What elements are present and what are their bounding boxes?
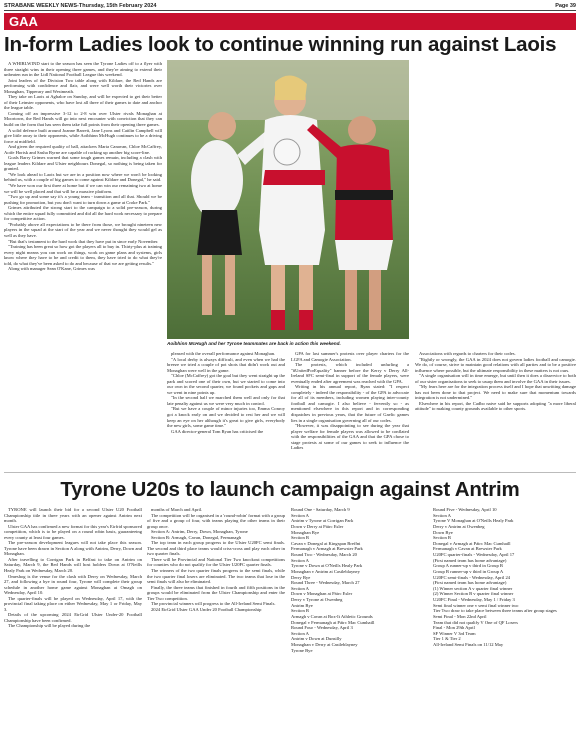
fixture-line: U20FC quarter-finals - Wednesday, April 17 [433, 552, 515, 557]
paragraph: "We have won our first three at home but if we can win our remaining two at home we will be well placed and that will be a massive platform. [4, 183, 162, 194]
article2-column-2 [147, 507, 285, 735]
paragraph: "Rightly or wrongly, the GAA in 2024 does not govern ladies football and camogie. We do, of course, strive to maintain good relations with all parties and to be a positive influence where possible, but the ultimate responsibility in these matters is not ours. [415, 356, 576, 373]
fixture-line: Derry v Antrim at Owenbeg [433, 523, 485, 529]
paragraph: "However, it was disappointing to see during the year that player welfare for female players was allowed to be conflated with the responsibilities of the GAA and that the GPA chose to stage protests at some of our games to seek to influence the Ladies [291, 423, 409, 451]
fixture-line: Group A runner-up v third in Group B [433, 563, 503, 569]
fixture-line: Down Bye [433, 529, 453, 535]
fixture-line: Tyrone v Down at O'Neills Healy Park [291, 563, 363, 569]
masthead-title: STRABANE WEEKLY NEWS-Thursday, 15th February 2024 [4, 3, 157, 9]
paragraph: The provincial winners will progress to the All-Ireland Semi Finals. [151, 601, 276, 607]
article1-column-4 [415, 351, 576, 471]
fixture-line: Section A [291, 557, 309, 563]
fixture-line: Antrim v Tyrone at Corrigan Park [291, 518, 354, 524]
fixture-line: Cavan v Donegal at Kingspan Breffni [291, 540, 361, 546]
fixture-line: Tyrone Bye [291, 647, 313, 653]
fixture-line: Fermanagh v Armagh at Brewster Park [291, 546, 363, 552]
fixture-line: SF Winner V 3rd Team [433, 630, 476, 636]
paragraph: "Chloe (McCaffrey) got the goal but they went straight up the park and scored one of their own, but we started to come into our own in the second quarter, we found pockets and gaps and we went in nine points up. [167, 373, 285, 395]
paragraph: "But we have a couple of minor injuries too, Emma Conroy got a knock early on and we decided to rest her and we will keep an eye on her although it's great to give girls, everybody the new girls, some game time." [167, 406, 285, 429]
fixture-line: Donegal v Armagh at Páirc Mac Cumhaill [433, 540, 511, 546]
article2-fixtures-column-1 [291, 507, 429, 735]
photo-caption: Aoibhinn McHugh and her Tyrone teammates are back in action this weekend. [167, 341, 341, 346]
fixture-line: Final - Mon 29th April [433, 625, 475, 631]
fixture-line: U20FC Final - Wednesday, May 1 / Friday 3 [433, 597, 515, 602]
fixture-line: Armagh v Cavan at Box-It Athletic Grounds [291, 613, 373, 619]
fixture-line: (First named team has home advantage) [433, 580, 507, 586]
paragraph: "A single organisation will in time emerge, but until then it does a disservice to both of our sister organisations to seek to usurp them and involve the GAA in their issues. [415, 373, 576, 384]
fixture-line: (1) Winner section A v quarter final winner [433, 585, 513, 591]
match-photo-illustration [167, 60, 409, 339]
article1-column-3 [291, 351, 409, 471]
paragraph: After travelling to Corrigan Park in Belfast to take on Antrim on Saturday, March 9, the Red Hands will host holders Down at O'Neills Healy Park on Wednesday, March 20. [4, 556, 142, 574]
paragraph: Grimes attributed the strong start to the campaign to a solid pre-season, during which the entire squad fully committed and did all the hard work necessary to prepare for competitive action. [4, 205, 162, 222]
fixture-line: (First named team has home advantage) [433, 557, 507, 563]
fixture-line: U20FC semi-finals - Wednesday, April 24 [433, 574, 511, 580]
fixture-line: Monaghan v Antrim at Castleblayney [291, 568, 360, 574]
fixture-line: Round Two - Wednesday, March 20 [291, 552, 357, 557]
paragraph: pleased with the overall performance against Monaghan. [171, 351, 276, 356]
paragraph: "In the second half we marched them well and only for that late penalty against us we were very much in control. [167, 395, 285, 406]
paragraph: Along with manager Sean O'Kane, Grimes was [8, 266, 95, 272]
paragraph: Details of the upcoming 2024 EirGrid Ulster Under-20 Football Championship have been confirmed. [4, 612, 142, 623]
fixture-line: Round Five - Wednesday, April 10 [433, 507, 497, 512]
paragraph: Coming off an impressive 3-12 to 2-8 win over Ulster rivals Monaghan at Moortown, the Red Hands will go into next encounter with conviction that they can build on the form that has seen them take full points from their opening three games. [4, 110, 162, 128]
fixture-line: (2) Winner Section B v quarter final winner [433, 591, 514, 597]
fixture-line: Round One - Saturday, March 9 [291, 507, 350, 512]
paragraph: The top team in each group progress to the Ulster U20FC semi finals. The second and third place teams would criss-cross and play each other in two quarter finals. [147, 540, 285, 557]
fixture-line: Antrim Bye [291, 602, 313, 608]
paragraph: "Training has been great so how got the players all to buy in. Thirty-plus at training every night means you can work on things, work on game plans and systems, girls know where they have to be and credit to them, they have tried to do what they're told, do what they've been asked to do and because of that we are getting results." [4, 244, 162, 266]
paragraph: Elsewhere in his report, the Cadbo naive said he supports adopting "a more liberal attitude" to making county grounds available to other sports. [415, 400, 576, 412]
paragraph: They take on Laois at Aghaloe on Sunday, and will be expected to get their better of their Leinster opponents, who have lost all three of their games to date and anchor the league table. [4, 94, 162, 111]
paragraph: 2024 EirGrid Ulster GAA Under 20 Football Championship [151, 606, 262, 612]
paragraph: months of March and April. [151, 507, 203, 512]
paragraph: The quarter-finals will be played on Wednesday, April 17, with the provincial final taking place on either Wednesday, May 1 or Friday, May 3. [4, 595, 142, 612]
paragraph: GAA director-general Tom Ryan has criticised the [171, 428, 264, 434]
paragraph: The Championship will be played during the [8, 623, 91, 629]
fixture-line: Group B runner-up v third in Group A [433, 568, 504, 574]
fixture-line: Section B [291, 535, 309, 541]
fixture-line: Round Four - Wednesday, April 3 [291, 625, 353, 631]
paragraph: Ulster GAA has confirmed a new format for this year's Eirfrid sponsored competition, which is to be played on a round robin basis, guaranteeing every county at least four games. [4, 523, 142, 540]
paragraph: Finally, the three teams that finished in fourth and fifth positions in the groups would be eliminated from the Ulster Championship and enter the Tier Two competition. [147, 584, 285, 601]
paragraph: Omeshog is the venue for the clash with Derry on Wednesday, March 27, and following a bye in round four, Tyrone will complete their group schedule in another home game against Monaghan at Omagh on Wednesday, April 10. [4, 573, 142, 596]
fixture-line: Semi Final - Mon 22nd April [433, 613, 487, 619]
fixture-line: Section A [433, 512, 451, 518]
fixture-line: Monaghan v Derry at Castleblayney [291, 642, 358, 647]
paragraph: Section B: Armagh, Cavan, Donegal, Fermanagh [151, 534, 242, 540]
fixture-line: All-Ireland Semi Finals on 11/12 May [433, 642, 504, 647]
article2-column-1 [4, 507, 142, 735]
paragraph: Writing in his annual report, Ryan stated: "I respect completely - indeed the responsibility - of the GPA to advocate for all of its members, including women playing inter-county football and camogie. I also believe - fervently so - as mentioned elsewhere in this report and in corresponding dispatches in previous years, that the future of Gaelic games lies in a single organisation governing all of our codes. [291, 384, 409, 423]
paragraph: The winners of the two quarter finals progress to the semi finals, while the two quarter final losers are eliminated. The two teams that lose in the semi finals will also be eliminated. [147, 568, 285, 585]
paragraph: Associations with regards to charters for their codes. [419, 351, 516, 356]
paragraph: TYRONE will launch their bid for a second Ulster U20 Football Championship title in three years with an opener against Antrim next month. [4, 507, 142, 524]
fixture-line: Section B [433, 535, 451, 541]
masthead [4, 2, 576, 11]
article2-fixtures-column-2 [433, 507, 576, 735]
paragraph: Goals Barry Grimes warned that some tough games remain, including a clash with league leaders Kildare and Ulster neighbours Donegal, so nothing is being taken for granted. [4, 155, 162, 172]
match-photo [167, 60, 409, 339]
article2-headline: Tyrone U20s to launch campaign against Antrim [60, 478, 520, 501]
fixture-line: Section B [291, 608, 309, 614]
fixture-line: Derry v Tyrone at Owenbeg [291, 597, 343, 602]
fixture-line: Section A [291, 585, 309, 591]
fixture-line: Antrim v Down at Dunsilly [291, 636, 342, 642]
fixture-line: Round Three - Wednesday, March 27 [291, 580, 360, 586]
paragraph: A WHIRLWIND start to the season has seen the Tyrone Ladies off to a flyer with three straight wins in their opening three games, and they're aiming to extend their unbeaten run in the Lidl National Football League this weekend. [4, 61, 162, 78]
fixture-line: Tyrone V Monaghan at O'Neills Healy Park [433, 518, 514, 524]
paragraph: "A local derby is always difficult, and even when we had the breeze we tried a couple of pot shots that didn't work out and Monaghan were well in the game. [167, 356, 285, 373]
article1-column-1 [4, 61, 162, 471]
paragraph: Joint leaders of the Division Two table along with Kildare, the Red Hands are performing with confidence and flair, and were well worth their victories over Monaghan, Tipperary and Westmeath. [4, 77, 162, 94]
fixture-line: Team that did not qualify V One of QF Losers [433, 619, 518, 625]
paragraph: Section A: Antrim, Derry, Down, Monaghan, Tyrone [151, 529, 248, 535]
fixture-line: Down v Derry at Páirc Esler [291, 523, 344, 529]
fixture-line: Down v Monaghan at Páirc Esler [291, 591, 353, 597]
paragraph: The competition will be organised in a 'round-robin' format with a group of five and a group of four, with teams playing the other teams in their group once. [147, 512, 285, 529]
paragraph: And given the required quality of ball, attackers Maria Canavan, Chloe McCaffrey, Aoife Horisk and Sasha Byrne are capable of racking up another big score-line. [4, 144, 162, 155]
paragraph: "Probably above all expectations to be there from those, we brought nineteen new players in the squad at the start of the year and we never thought they would gel as well as they have. [4, 221, 162, 238]
paragraph: There will be Provincial and National Tier Two knockout competitions for counties who do not qualify for the Ulster U20FC quarter finals. [147, 556, 285, 568]
paragraph: "My fears here are for the integration process itself and I hope that unwitting damage has not been done to that project. We need to make sure that momentum towards integration is not undermined." [415, 384, 576, 401]
fixture-line: Donegal v Fermanagh at Páirc Mac Cumhaill [291, 619, 375, 625]
fixture-line: Semi final winner one v semi final winner two [433, 602, 519, 608]
section-divider [4, 472, 576, 473]
paragraph: The protests, which included unfurling a "#UnitedForEquality" banner before the Kerry v Derry All-Ireland SFC semi-final in support of the female players, were eventually ended after agreement was reached with the GPA. [291, 362, 409, 384]
fixture-line: Section A [291, 512, 309, 518]
section-bar: GAA [4, 13, 576, 30]
fixture-line: Section A [291, 630, 309, 636]
fixture-line: Derry Bye [291, 574, 311, 580]
article1-headline: In-form Ladies look to continue winning run against Laois [4, 33, 557, 56]
paragraph: "Two go up and some say it's a young team - transition and all that. Should we be pushing for promotion, but you don't want to turn down a game at Croke Park." [4, 194, 162, 205]
article1-column-2 [167, 351, 285, 471]
paragraph: "We look ahead to Laois but we are in a position now where we won't be looking behind us, with a couple of big games to come against Kildare and Donegal," he said. [4, 171, 162, 183]
paragraph: The pre-season development leagues will not take place this season. Tyrone have been drawn in Section A along with Antrim, Derry, Down and Monaghan. [4, 540, 142, 557]
paragraph: GPA for last summer's protests over player charters for the LGFA and Camogie Association. [291, 351, 409, 362]
fixture-line: Fermanagh v Cavan at Brewster Park [433, 546, 502, 552]
fixture-line: Tier Two draw to take place between three teams after group stages [433, 608, 557, 614]
fixture-line: Tier 1 & Tier 2 [433, 636, 461, 642]
page-number: Page 39 [555, 3, 576, 9]
fixture-line: Monaghan Bye [291, 529, 320, 535]
paragraph: A solid defence built around Joanne Barrett, Jane Lyons and Caitlin Campbell will give little away to their opponents, while Aoibhinn McHugh continues to be a driving force at midfield. [4, 127, 162, 144]
paragraph: "But that's testament to the hard work that they have put in since early November. [8, 238, 159, 244]
